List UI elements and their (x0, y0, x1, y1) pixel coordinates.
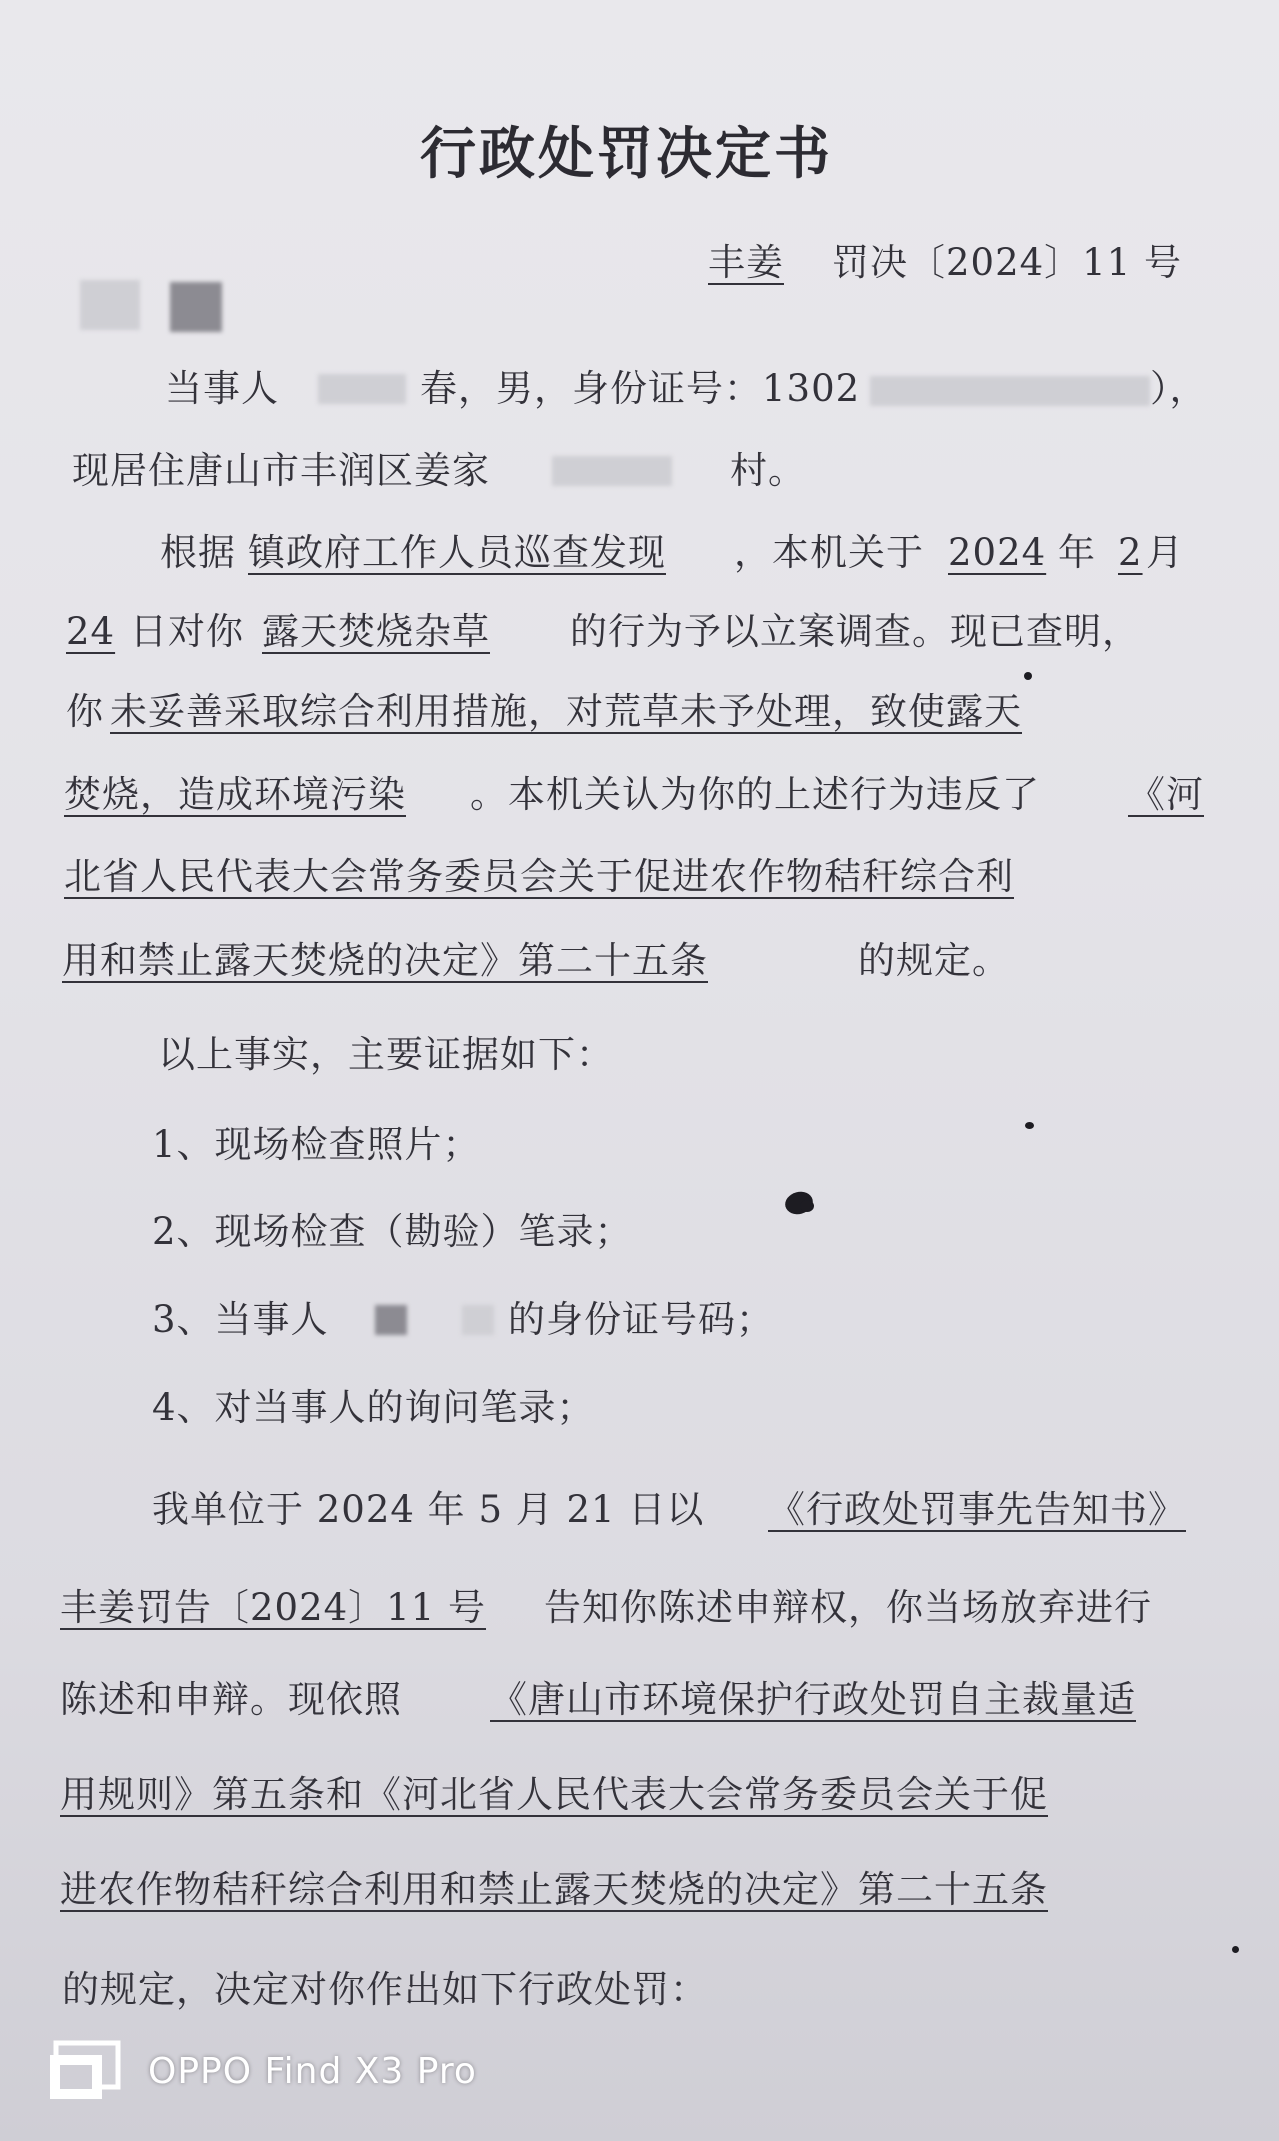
evidence-item-4 (0, 1373, 1279, 1443)
text: 1、现场检查照片； (152, 1123, 481, 1166)
text: 年 (1058, 531, 1096, 574)
notice-line-1 (0, 1475, 1279, 1545)
text: 我单位于 2024 年 5 月 21 日以 (152, 1488, 705, 1531)
watermark-text: OPPO Find X3 Pro (148, 2050, 477, 2092)
document-title: 行政处罚决定书 (420, 122, 833, 187)
evidence-item-1 (0, 1110, 1279, 1180)
text: 24 (66, 610, 116, 653)
ink-dot (1025, 1122, 1034, 1129)
party-id-suffix: ）， (1150, 367, 1208, 410)
notice-line-4 (0, 1760, 1279, 1830)
redacted-name (375, 1305, 407, 1335)
text: 3、当事人 (152, 1298, 329, 1341)
text: 焚烧，造成环境污染 (64, 773, 406, 816)
notice-line-6 (0, 1955, 1279, 2025)
facts-line-3 (0, 677, 1279, 747)
redacted-village (552, 456, 672, 486)
text: 进农作物秸秆综合利用和禁止露天焚烧的决定》第二十五条 (60, 1868, 1048, 1911)
text: 2 (1118, 531, 1143, 574)
ink-dot (1232, 1946, 1239, 1953)
party-label: 当事人 (165, 367, 279, 410)
text: 陈述和申辩。现依照 (60, 1678, 402, 1721)
notice-line-5 (0, 1855, 1279, 1925)
text: 《行政处罚事先告知书》 (768, 1488, 1186, 1531)
facts-line-5 (0, 842, 1279, 912)
text: 《河 (1128, 773, 1204, 816)
party-id-prefix: 春，男，身份证号：1302 (420, 367, 861, 410)
text: 露天焚烧杂草 (262, 610, 490, 653)
party-address-end: 村。 (730, 449, 806, 492)
text: ，本机关于 (734, 531, 924, 574)
camera-brand-icon (48, 2039, 122, 2103)
evidence-item-2 (0, 1197, 1279, 1267)
text: 告知你陈述申辩权，你当场放弃进行 (544, 1586, 1152, 1629)
text: 你 (66, 690, 104, 733)
text: 用规则》第五条和《河北省人民代表大会常务委员会关于促 (60, 1773, 1048, 1816)
party-line-2 (0, 436, 1279, 506)
redacted-id (870, 376, 1150, 406)
redacted-name (318, 374, 406, 404)
text: 2、现场检查（勘验）笔录； (152, 1210, 633, 1253)
evidence-heading (0, 1020, 1279, 1090)
text: 北省人民代表大会常务委员会关于促进农作物秸秆综合利 (64, 855, 1014, 898)
text: 镇政府工作人员巡查发现 (248, 531, 666, 574)
text: 2024 (948, 531, 1047, 574)
camera-watermark (48, 2036, 748, 2106)
text: 根据 (160, 531, 236, 574)
text: 《唐山市环境保护行政处罚自主裁量适 (490, 1678, 1136, 1721)
ink-dot (1024, 672, 1032, 680)
party-line-1 (0, 354, 1279, 424)
notice-line-3 (0, 1665, 1279, 1735)
doc-number-org: 丰姜 (708, 241, 784, 284)
text: 日对你 (130, 610, 244, 653)
ink-smudge (800, 1200, 814, 1212)
text: 的身份证号码； (508, 1298, 774, 1341)
facts-line-4 (0, 760, 1279, 830)
text: 以上事实，主要证据如下： (158, 1033, 614, 1076)
doc-number-rest: 罚决〔2024〕11 号 (832, 241, 1183, 284)
facts-line-1 (0, 518, 1279, 588)
text: 丰姜罚告〔2024〕11 号 (60, 1586, 487, 1629)
blur-mark (170, 282, 222, 332)
text: 未妥善采取综合利用措施，对荒草未予处理，致使露天 (110, 690, 1022, 733)
text: 的规定。 (858, 939, 1010, 982)
text: 用和禁止露天焚烧的决定》第二十五条 (62, 939, 708, 982)
evidence-item-3 (0, 1285, 1279, 1355)
text: 的规定，决定对你作出如下行政处罚： (62, 1968, 708, 2011)
party-address: 现居住唐山市丰润区姜家 (72, 449, 490, 492)
redacted-name (462, 1305, 494, 1335)
facts-line-6 (0, 926, 1279, 996)
facts-line-2 (0, 597, 1279, 667)
text: 。本机关认为你的上述行为违反了 (470, 773, 1040, 816)
text: 月 (1146, 531, 1184, 574)
text: 4、对当事人的询问笔录； (152, 1386, 595, 1429)
text: 的行为予以立案调查。现已查明， (570, 610, 1140, 653)
blur-mark (80, 280, 140, 330)
notice-line-2 (0, 1573, 1279, 1643)
